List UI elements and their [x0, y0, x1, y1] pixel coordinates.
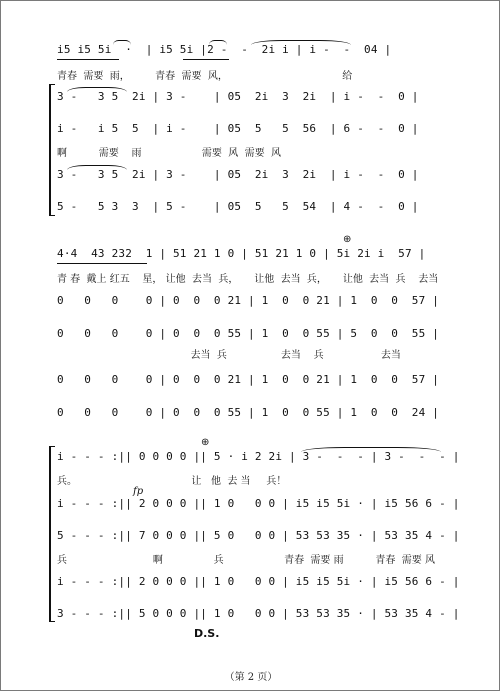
tie	[67, 87, 127, 92]
tie	[251, 40, 351, 45]
s3-voice4-notes: i - - - :|| 2 0 0 0 || 1 0 0 0 | i5 i5 5i · | i5 56 6 - |	[57, 575, 460, 588]
s3-voice3-lyrics: 兵 啊 兵 青春 需要 雨 青春 需要 风	[57, 555, 435, 566]
s1-voice4-notes: 3 - 3 5 2i | 3 - | 05 2i 3 2i | i - - 0 |	[57, 168, 419, 181]
s1-voice5-notes: 5 - 5 3 3 | 5 - | 05 5 5 54 | 4 - - 0 |	[57, 200, 419, 213]
tie	[67, 165, 127, 170]
s1-voice2-notes: 3 - 3 5 2i | 3 - | 05 2i 3 2i | i - - 0 |	[57, 90, 419, 103]
s2-voice3-lyrics: 去当 兵 去当 兵 去当	[57, 350, 401, 361]
beam-line	[57, 59, 119, 60]
s3-voice2-notes: i - - - :|| 2 0 0 0 || 1 0 0 0 | i5 i5 5i · | i5 56 6 - |	[57, 497, 460, 510]
coda-sign: ⊕	[343, 234, 352, 245]
beam-line	[57, 263, 147, 264]
s1-voice3-lyrics: 啊 需要 雨 需要 风 需要 风	[57, 148, 281, 159]
s3-voice5-notes: 3 - - - :|| 5 0 0 0 || 1 0 0 0 | 53 53 35 · | 53 35 4 - |	[57, 607, 460, 620]
s2-voice1-notes: 4·4 43 232 1 | 51 21 1 0 | 51 21 1 0 | 5i 2i i 57 |	[57, 247, 426, 260]
coda-sign-2: ⊕	[201, 437, 210, 448]
slur	[113, 40, 131, 45]
slur	[209, 40, 227, 45]
dal-segno-marking: D.S.	[194, 627, 220, 640]
s2-voice2-notes: 0 0 0 0 | 0 0 0 21 | 1 0 0 21 | 1 0 0 57 |	[57, 294, 440, 307]
s3-voice1-notes: i - - - :|| 0 0 0 0 || 5 · i 2 2i | 3 - - - | 3 - - - |	[57, 450, 460, 463]
s1-voice1-notes: i5 i5 5i · | i5 5i |2 - - 2i i | i - - 04 |	[57, 43, 392, 56]
s1-voice1-lyrics: 青春 需要 雨， 青春 需要 风， 给	[57, 71, 353, 82]
beam-line	[183, 59, 229, 60]
s3-voice1-lyrics: 兵。 让 他 去 当 兵！	[57, 476, 287, 487]
s1-voice3-notes: i - i 5 5 | i - | 05 5 5 56 | 6 - - 0 |	[57, 122, 419, 135]
s2-voice5-notes: 0 0 0 0 | 0 0 0 55 | 1 0 0 55 | 1 0 0 24 |	[57, 406, 440, 419]
dynamic-marking: fp	[133, 486, 144, 497]
page-number: （第 2 页）	[224, 672, 278, 683]
tie	[301, 447, 441, 452]
s3-voice3-notes: 5 - - - :|| 7 0 0 0 || 5 0 0 0 | 53 53 35 · | 53 35 4 - |	[57, 529, 460, 542]
s2-voice3-notes: 0 0 0 0 | 0 0 0 55 | 1 0 0 55 | 5 0 0 55 |	[57, 327, 440, 340]
s1-bracket	[49, 84, 55, 216]
s3-bracket	[49, 446, 55, 622]
s2-voice1-lyrics: 青 春 戴上 红五 星， 让他 去当 兵， 让他 去当 兵， 让他 去当 兵 去当	[57, 274, 439, 285]
s2-voice4-notes: 0 0 0 0 | 0 0 0 21 | 1 0 0 21 | 1 0 0 57 |	[57, 373, 440, 386]
